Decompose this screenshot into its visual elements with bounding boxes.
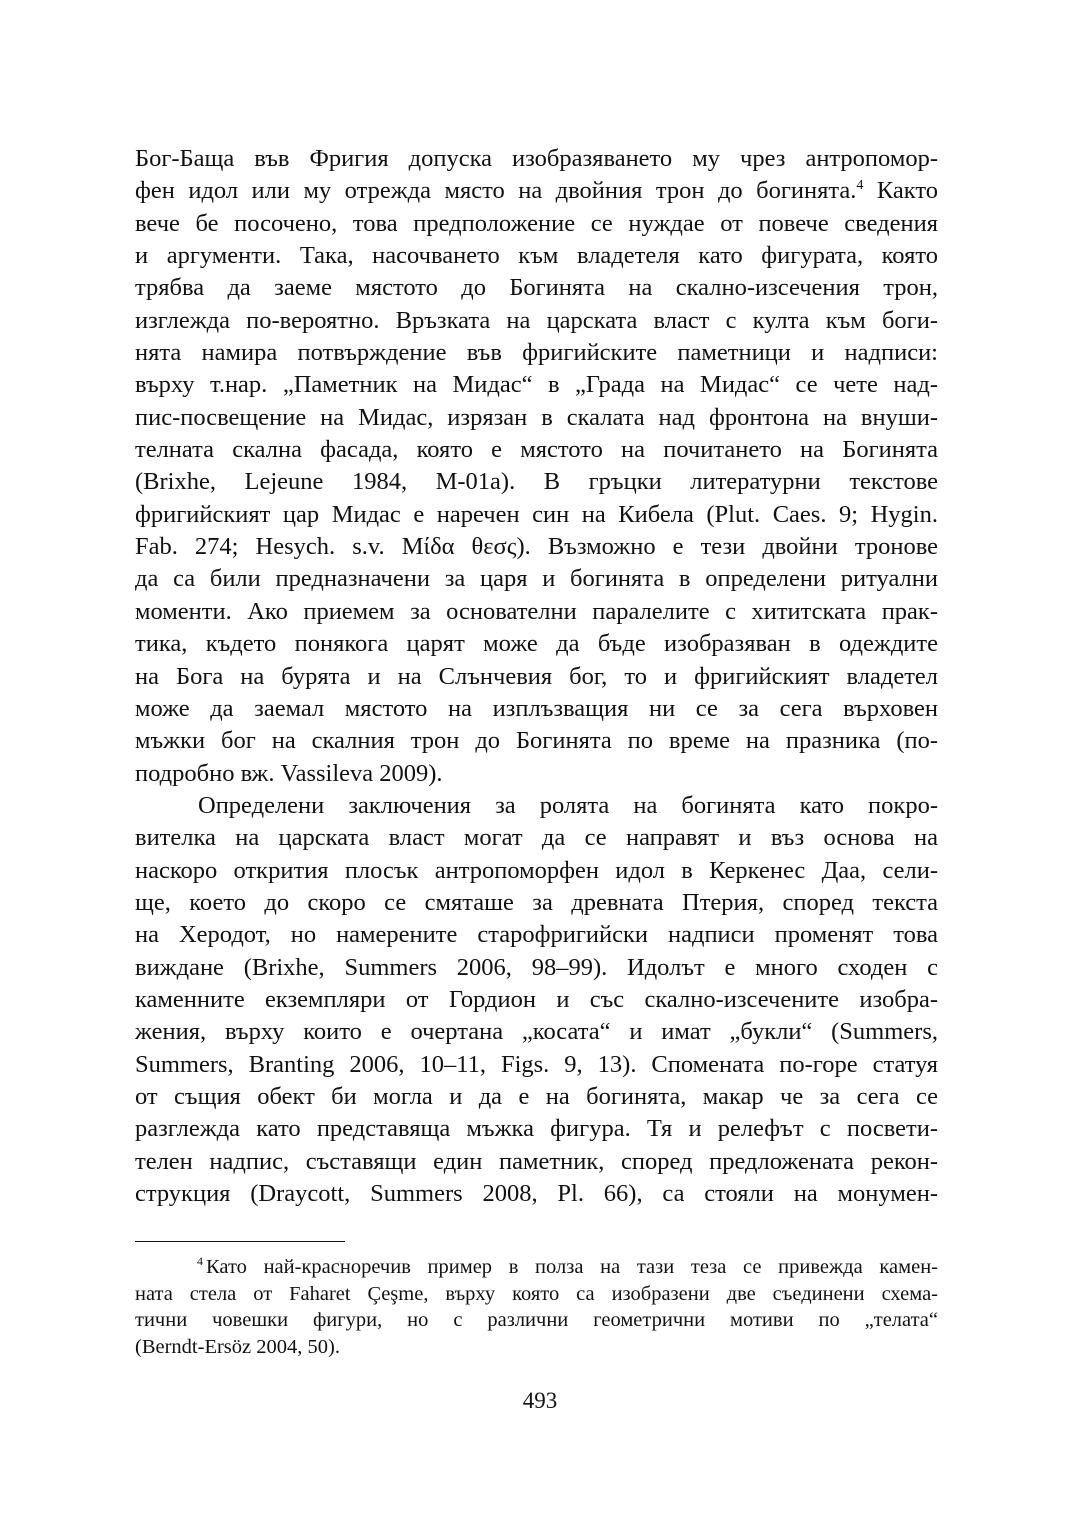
text-line: върху т.нар. „Паметник на Мидас“ в „Града на Мидас“ се чете над- (135, 371, 938, 399)
footnote-divider (135, 1241, 345, 1242)
main-text (135, 143, 938, 1210)
text-fragment: Както (863, 177, 938, 205)
text-line: разглежда като представяща мъжка фигура. Тя и релефът с посвети- (135, 1115, 938, 1143)
text-line: Fab. 274; Hesych. s.v. Μίδα θεσς). Възможно е тези двойни тронове (135, 533, 938, 561)
text-line: трябва да заеме мястото до Богинята на скално-изсечения трон, (135, 274, 938, 302)
footnote-line: ната стела от Faharet Çeşme, върху която са изобразени две съединени схема- (135, 1282, 938, 1305)
text-line: тика, където понякога царят може да бъде изобразяван в одеждите (135, 630, 938, 658)
text-line: и аргументи. Така, насочването към владетеля като фигурата, която (135, 242, 938, 270)
text-line: от същия обект би могла и да е на богинята, макар че за сега се (135, 1082, 938, 1110)
text-line: телен надпис, съставящи един паметник, според предложената рекон- (135, 1147, 938, 1175)
text-line: наскоро открития плосък антропоморфен идол в Керкенес Даа, сели- (135, 856, 938, 884)
text-line: може да заемал мястото на изплъзващия ни се за сега върховен (135, 694, 938, 722)
text-line: Summers, Branting 2006, 10–11, Figs. 9, 13). Спомената по-горе статуя (135, 1050, 938, 1078)
page-number: 493 (522, 1388, 558, 1413)
text-line: (Brixhe, Lejeune 1984, M-01a). В гръцки литературни текстове (135, 468, 938, 496)
text-line: каменните екземпляри от Гордион и със скално-изсечените изобра- (135, 985, 938, 1013)
text-line: жения, върху които е очертана „косата“ и имат „букли“ (Summers, (135, 1018, 938, 1046)
text-line: фригийският цар Мидас е наречен син на Кибела (Plut. Caes. 9; Hygin. (135, 500, 938, 528)
text-line: вителка на царската власт могат да се направят и въз основа на (135, 824, 938, 852)
text-line: нята намира потвърждение във фригийските паметници и надписи: (135, 339, 938, 367)
text-fragment: фен идол или му отрежда място на двойния трон до богинята. (135, 177, 857, 205)
text-line: моменти. Ако приемем за основателни паралелите с хититската прак- (135, 597, 938, 625)
text-line: подробно вж. Vassileva 2009). (135, 759, 443, 787)
footnote-text: Като най-красноречив пример в полза на тази теза се привежда камен- (206, 1256, 938, 1278)
text-line: на Бога на бурята и на Слънчевия бог, то и фригийският владетел (135, 662, 938, 690)
text-line: изглежда по-вероятно. Връзката на царската власт с култа към боги- (135, 306, 938, 334)
footnotes (135, 1254, 938, 1360)
text-line: ще, което до скоро се смяташе за древната Птерия, според текста (135, 888, 938, 916)
text-line: струкция (Draycott, Summers 2008, Pl. 66), са стояли на монумен- (135, 1180, 938, 1207)
text-line: виждане (Brixhe, Summers 2006, 98–99). Идолът е много сходен с (135, 953, 938, 981)
text-line: да са били предназначени за царя и богинята в определени ритуални (135, 565, 938, 593)
text-line: мъжки бог на скалния трон до Богинята по време на празника (по- (135, 727, 938, 755)
footnote-reference[interactable]: 4 (856, 178, 864, 194)
footnote-marker: 4 (197, 1254, 203, 1268)
footnote-line (135, 1254, 938, 1281)
footnote-line: тични човешки фигури, но с различни геометрични мотиви по „телата“ (135, 1309, 938, 1331)
text-line: на Херодот, но намерените старофригийски надписи променят това (135, 921, 938, 949)
text-line: вече бе посочено, това предположение се нуждае от повече сведения (135, 209, 938, 237)
text-line: пис-посвещение на Мидас, изрязан в скалата над фронтона на внуши- (135, 403, 938, 431)
text-line (135, 175, 938, 207)
text-line: Бог-Баща във Фригия допуска изобразяването му чрез антропомор- (135, 145, 938, 172)
paragraph-start-line: Определени заключения за ролята на богинята като покро- (198, 791, 938, 819)
footnote-line: (Berndt-Ersöz 2004, 50). (135, 1335, 340, 1358)
text-line: телната скална фасада, която е мястото на почитането на Богинята (135, 436, 938, 464)
